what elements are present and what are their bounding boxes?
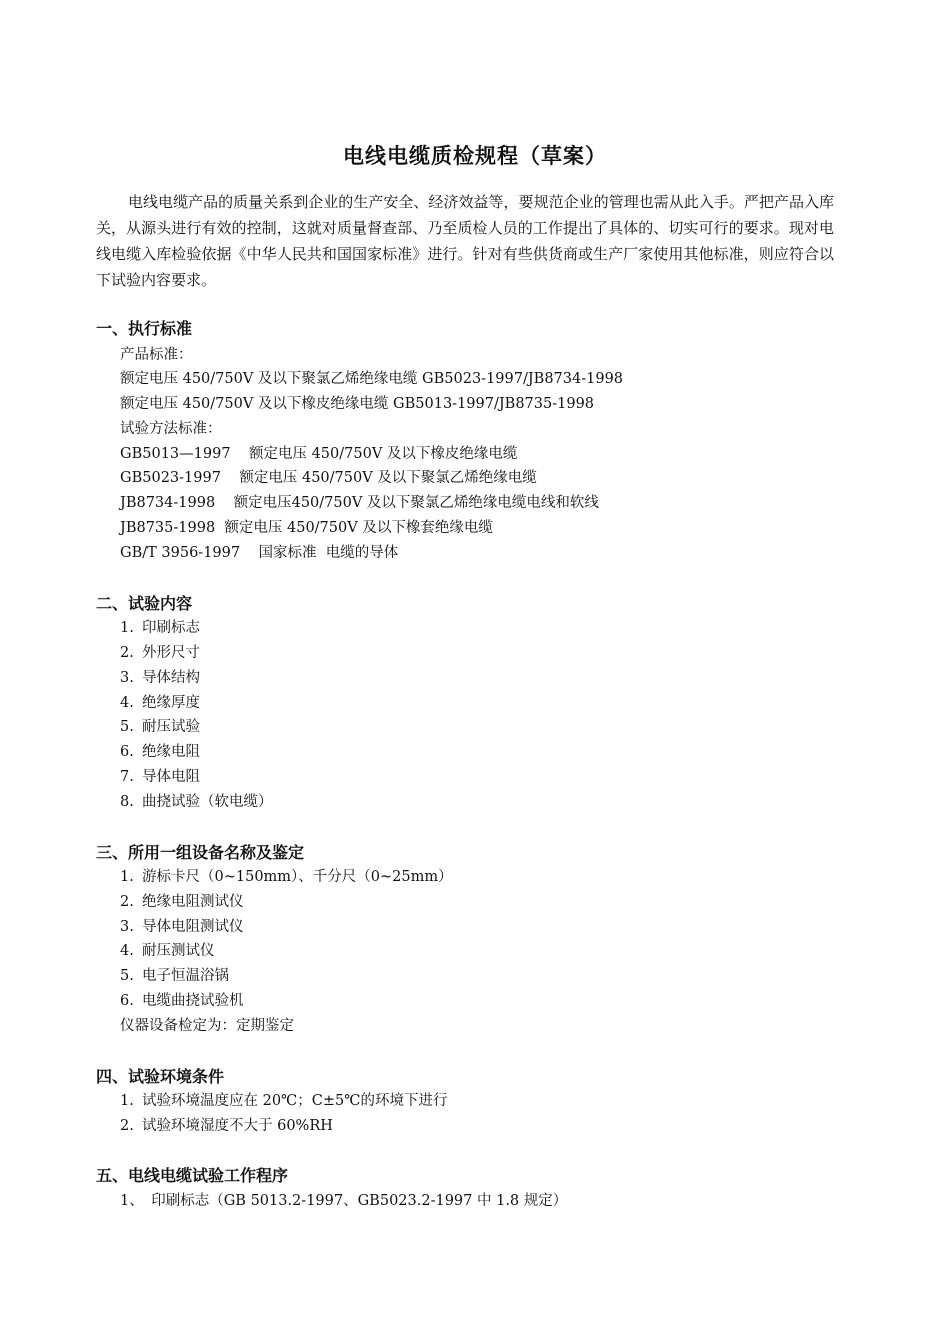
list-item: 8. 曲挠试验（软电缆） bbox=[120, 794, 273, 810]
section-line: 额定电压 450/750V 及以下聚氯乙烯绝缘电缆 GB5023-1997/JB8734-1998 bbox=[120, 371, 624, 387]
list-item: 1. 游标卡尺（0~150mm）、千分尺（0~25mm） bbox=[120, 869, 453, 885]
list-item: 1. 试验环境温度应在 20℃；C±5℃的环境下进行 bbox=[120, 1093, 448, 1109]
section-heading: 二、试验内容 bbox=[96, 594, 193, 613]
document-title: 电线电缆质检规程（草案） bbox=[343, 144, 607, 168]
section-heading: 三、所用一组设备名称及鉴定 bbox=[96, 843, 305, 862]
list-item: 5. 耐压试验 bbox=[120, 719, 200, 735]
list-item: 4. 耐压测试仪 bbox=[120, 943, 215, 959]
list-item: 2. 试验环境湿度不大于 60%RH bbox=[120, 1118, 333, 1134]
section-heading: 四、试验环境条件 bbox=[96, 1067, 225, 1086]
list-item: 2. 绝缘电阻测试仪 bbox=[120, 894, 244, 910]
section-note: 仪器设备检定为：定期鉴定 bbox=[120, 1018, 294, 1034]
list-item: 7. 导体电阻 bbox=[120, 769, 200, 785]
list-item: 1、 印刷标志（GB 5013.2-1997、GB5023.2-1997 中 1.8 规定） bbox=[120, 1193, 568, 1209]
section-line: JB8734-1998 额定电压450/750V 及以下聚氯乙烯绝缘电缆电线和软线 bbox=[120, 495, 599, 511]
list-item: 4. 绝缘厚度 bbox=[120, 695, 200, 711]
section-line: 试验方法标准： bbox=[120, 421, 222, 437]
list-item: 1. 印刷标志 bbox=[120, 620, 200, 636]
list-item: 6. 绝缘电阻 bbox=[120, 744, 200, 760]
list-item: 3. 导体电阻测试仪 bbox=[120, 919, 244, 935]
section-line: GB/T 3956-1997 国家标准 电缆的导体 bbox=[120, 545, 399, 561]
list-item: 6. 电缆曲挠试验机 bbox=[120, 993, 244, 1009]
section-heading: 一、执行标准 bbox=[96, 319, 193, 338]
intro-paragraph bbox=[96, 189, 834, 293]
section-line: GB5023-1997 额定电压 450/750V 及以下聚氯乙烯绝缘电缆 bbox=[120, 470, 537, 486]
section-line: JB8735-1998 额定电压 450/750V 及以下橡套绝缘电缆 bbox=[120, 520, 493, 536]
list-item: 2. 外形尺寸 bbox=[120, 645, 200, 661]
section-line: GB5013—1997 额定电压 450/750V 及以下橡皮绝缘电缆 bbox=[120, 446, 518, 462]
intro-text: 电线电缆产品的质量关系到企业的生产安全、经济效益等，要规范企业的管理也需从此入手。严把产品入库关，从源头进行有效的控制，这就对质量督查部、乃至质检人员的工作提出了具体的、切实可行的要求。现对电线电缆入库检验依据《中华人民共和国国家标准》进行。针对有些供货商或生产厂家使用其他标准，则应符合以下试验内容要求。 bbox=[96, 193, 834, 289]
section-line: 产品标准： bbox=[120, 347, 193, 363]
list-item: 3. 导体结构 bbox=[120, 670, 200, 686]
section-line: 额定电压 450/750V 及以下橡皮绝缘电缆 GB5013-1997/JB8735-1998 bbox=[120, 396, 595, 412]
list-item: 5. 电子恒温浴锅 bbox=[120, 968, 229, 984]
section-heading: 五、电线电缆试验工作程序 bbox=[96, 1166, 289, 1185]
